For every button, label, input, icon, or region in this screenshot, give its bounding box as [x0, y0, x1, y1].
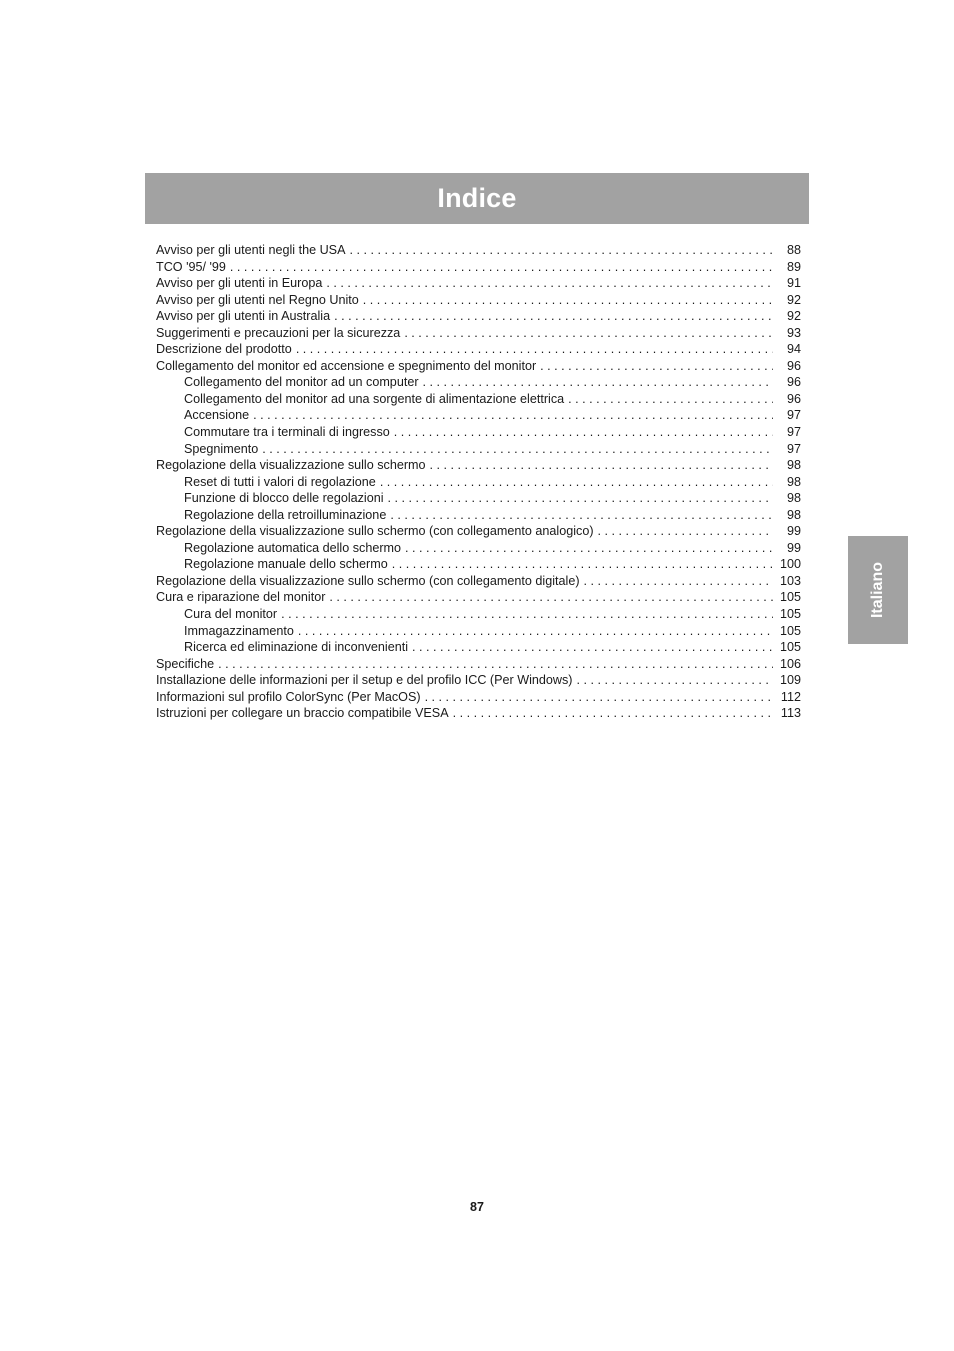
- toc-entry[interactable]: [156, 407, 801, 424]
- toc-entry-page: 99: [786, 540, 801, 555]
- toc-entry[interactable]: [156, 540, 801, 557]
- toc-entry-page: 109: [779, 673, 801, 688]
- toc-entry-label: Istruzioni per collegare un braccio compatibile VESA: [156, 706, 449, 721]
- toc-entry-label: Immagazzinamento: [184, 623, 294, 638]
- toc-entry-page: 97: [786, 425, 801, 440]
- toc-entry[interactable]: [156, 639, 801, 656]
- toc-entry-label: Cura e riparazione del monitor: [156, 590, 326, 605]
- toc-entry[interactable]: [156, 523, 801, 540]
- toc-entry-label: Regolazione della retroilluminazione: [184, 507, 387, 522]
- toc-entry-page: 88: [786, 243, 801, 257]
- toc-entry-page: 98: [786, 458, 801, 473]
- toc-entry[interactable]: [156, 507, 801, 524]
- toc-entry-page: 113: [780, 706, 801, 721]
- toc-entry-page: 105: [779, 607, 801, 622]
- toc-entry-label: Specifiche: [156, 656, 215, 671]
- toc-entry[interactable]: [156, 424, 801, 441]
- toc-entry[interactable]: [156, 656, 801, 673]
- toc-entry-page: 98: [786, 474, 801, 489]
- toc-entry[interactable]: [156, 490, 801, 507]
- toc-entry-label: Regolazione automatica dello schermo: [184, 540, 402, 555]
- toc-entry-page: 96: [786, 358, 801, 373]
- toc-entry[interactable]: [156, 672, 801, 689]
- toc-entry[interactable]: [156, 441, 801, 458]
- toc-dot-leader: [390, 507, 773, 524]
- toc-dot-leader: [576, 672, 773, 689]
- table-of-contents: [156, 242, 801, 722]
- toc-dot-leader: [430, 457, 773, 474]
- toc-entry[interactable]: [156, 705, 801, 722]
- toc-entry-page: 105: [779, 640, 801, 655]
- toc-entry[interactable]: [156, 358, 801, 375]
- toc-entry-label: Collegamento del monitor ad una sorgente di alimentazione elettrica: [184, 391, 565, 406]
- toc-entry-label: Descrizione del prodotto: [156, 342, 292, 357]
- toc-entry-label: Regolazione della visualizzazione sullo schermo (con collegamento digitale): [156, 573, 580, 588]
- toc-entry-label: Avviso per gli utenti in Australia: [156, 309, 331, 324]
- toc-entry-label: Ricerca ed eliminazione di inconvenienti: [184, 640, 409, 655]
- toc-entry-label: Regolazione manuale dello schermo: [184, 557, 388, 572]
- toc-dot-leader: [262, 441, 773, 458]
- toc-entry-page: 97: [786, 441, 801, 456]
- toc-entry[interactable]: [156, 259, 801, 276]
- toc-entry-page: 100: [779, 557, 801, 572]
- toc-entry[interactable]: [156, 623, 801, 640]
- toc-entry-label: Spegnimento: [184, 441, 259, 456]
- toc-entry-label: Avviso per gli utenti in Europa: [156, 276, 323, 291]
- toc-entry-label: Installazione delle informazioni per il setup e del profilo ICC (Per Windows): [156, 673, 573, 688]
- toc-entry-label: Reset di tutti i valori di regolazione: [184, 474, 376, 489]
- toc-entry[interactable]: [156, 589, 801, 606]
- toc-entry[interactable]: [156, 556, 801, 573]
- toc-entry-label: Funzione di blocco delle regolazioni: [184, 491, 384, 506]
- toc-entry-label: Collegamento del monitor ed accensione e spegnimento del monitor: [156, 358, 537, 373]
- toc-entry-label: Regolazione della visualizzazione sullo schermo: [156, 458, 426, 473]
- toc-entry-page: 96: [786, 375, 801, 390]
- toc-entry-page: 103: [779, 573, 801, 588]
- toc-entry-page: 91: [786, 276, 801, 291]
- toc-entry[interactable]: [156, 292, 801, 309]
- toc-entry[interactable]: [156, 573, 801, 590]
- toc-dot-leader: [349, 242, 773, 259]
- toc-entry[interactable]: [156, 689, 801, 706]
- toc-entry-label: Collegamento del monitor ad un computer: [184, 375, 419, 390]
- title-banner: [145, 173, 809, 224]
- toc-dot-leader: [329, 589, 773, 606]
- toc-entry[interactable]: [156, 474, 801, 491]
- toc-entry[interactable]: [156, 325, 801, 342]
- toc-dot-leader: [392, 556, 773, 573]
- toc-entry[interactable]: [156, 457, 801, 474]
- toc-dot-leader: [326, 275, 773, 292]
- toc-dot-leader: [380, 474, 773, 491]
- language-tab-label: Italiano: [868, 561, 886, 619]
- toc-entry-page: 92: [786, 292, 801, 307]
- toc-entry[interactable]: [156, 606, 801, 623]
- toc-dot-leader: [296, 341, 773, 358]
- toc-entry-page: 105: [779, 623, 801, 638]
- toc-dot-leader: [412, 639, 773, 656]
- toc-entry-page: 93: [786, 325, 801, 340]
- toc-entry-page: 99: [786, 524, 801, 539]
- toc-entry-page: 89: [786, 259, 801, 274]
- toc-entry[interactable]: [156, 374, 801, 391]
- toc-entry-page: 112: [780, 689, 801, 704]
- toc-dot-leader: [394, 424, 773, 441]
- toc-entry-page: 92: [786, 309, 801, 324]
- toc-dot-leader: [253, 407, 773, 424]
- toc-entry-label: Avviso per gli utenti nel Regno Unito: [156, 292, 359, 307]
- toc-entry[interactable]: [156, 275, 801, 292]
- toc-entry-label: TCO '95/ '99: [156, 259, 226, 274]
- toc-entry[interactable]: [156, 391, 801, 408]
- toc-dot-leader: [425, 689, 773, 706]
- toc-entry-label: Commutare tra i terminali di ingresso: [184, 425, 390, 440]
- toc-entry-label: Cura del monitor: [184, 607, 278, 622]
- toc-dot-leader: [453, 705, 773, 722]
- toc-entry[interactable]: [156, 341, 801, 358]
- toc-dot-leader: [584, 573, 773, 590]
- toc-dot-leader: [388, 490, 773, 507]
- toc-entry-label: Avviso per gli utenti negli the USA: [156, 243, 346, 257]
- toc-entry[interactable]: [156, 308, 801, 325]
- page-number: 87: [470, 1200, 484, 1214]
- toc-dot-leader: [540, 358, 773, 375]
- toc-entry[interactable]: [156, 242, 801, 259]
- toc-dot-leader: [363, 292, 773, 309]
- toc-dot-leader: [598, 523, 773, 540]
- toc-dot-leader: [405, 540, 773, 557]
- toc-dot-leader: [298, 623, 773, 640]
- toc-dot-leader: [404, 325, 773, 342]
- toc-entry-page: 106: [779, 656, 801, 671]
- toc-entry-label: Regolazione della visualizzazione sullo schermo (con collegamento analogico): [156, 524, 594, 539]
- toc-dot-leader: [218, 656, 773, 673]
- toc-dot-leader: [423, 374, 773, 391]
- toc-entry-page: 96: [786, 391, 801, 406]
- toc-entry-page: 94: [786, 342, 801, 357]
- toc-entry-page: 105: [779, 590, 801, 605]
- toc-entry-page: 97: [786, 408, 801, 423]
- toc-entry-page: 98: [786, 507, 801, 522]
- toc-dot-leader: [230, 259, 773, 276]
- toc-entry-label: Accensione: [184, 408, 250, 423]
- toc-entry-label: Informazioni sul profilo ColorSync (Per MacOS): [156, 689, 421, 704]
- toc-entry-label: Suggerimenti e precauzioni per la sicurezza: [156, 325, 401, 340]
- language-tab: [848, 536, 908, 644]
- toc-dot-leader: [334, 308, 773, 325]
- toc-dot-leader: [281, 606, 773, 623]
- page-title: Indice: [437, 183, 517, 213]
- toc-entry-page: 98: [786, 491, 801, 506]
- toc-dot-leader: [568, 391, 773, 408]
